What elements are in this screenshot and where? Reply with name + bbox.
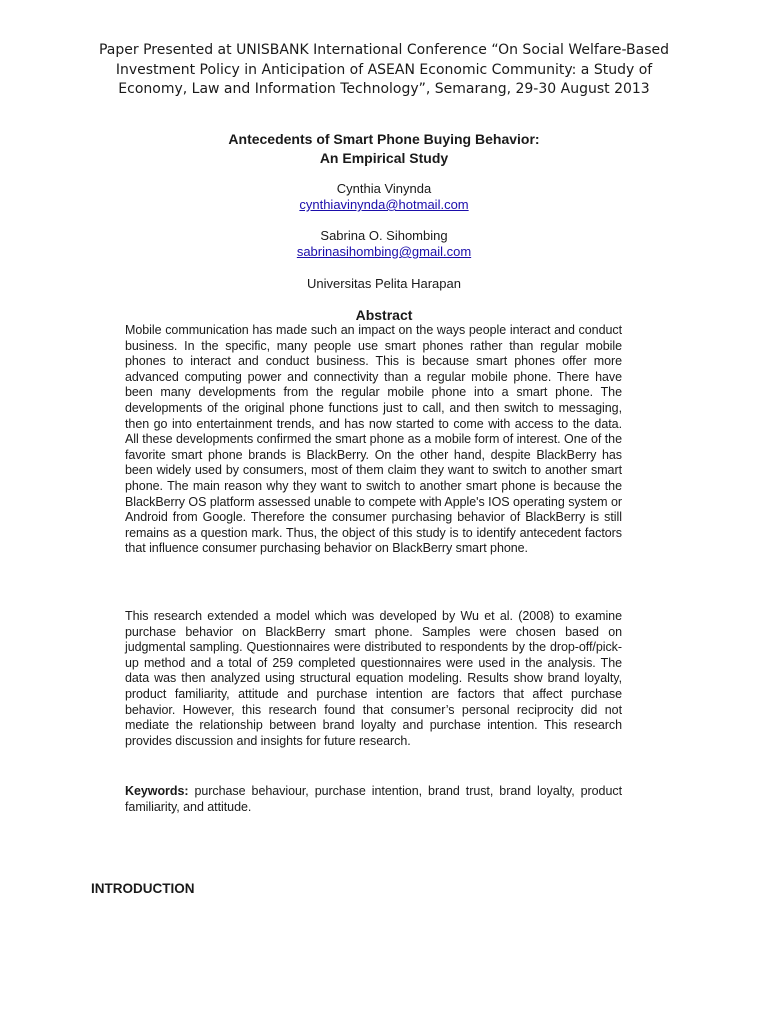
author-email-link-2[interactable]: sabrinasihombing@gmail.com xyxy=(296,244,472,259)
abstract-heading: Abstract xyxy=(355,307,413,323)
abstract-paragraph-2: This research extended a model which was developed by Wu et al. (2008) to examine purchase behavior on BlackBerry smart phone. Samples were chosen based on judgmental sampling. Questionnaires were distributed to respondents by the drop-off/pick-up method and a total of 259 completed questionnaires were used in the analysis. The data was then analyzed using structural equation modeling. Results show brand loyalty, product familiarity, attitude and purchase intention are factors that affect purchase behavior. However, this research found that consumer’s personal reciprocity did not mediate the relationship between brand loyalty and purchase intention. This research provides discussion and insights for future research. xyxy=(125,609,622,748)
keywords xyxy=(125,784,622,815)
keywords-text: purchase behaviour, purchase intention, brand trust, brand loyalty, product familiarity, and attitude. xyxy=(125,784,622,814)
keywords-label: Keywords: xyxy=(125,784,189,798)
author-name-1: Cynthia Vinynda xyxy=(336,181,432,196)
title-line-2: An Empirical Study xyxy=(319,150,449,166)
author-email-link-1[interactable]: cynthiavinynda@hotmail.com xyxy=(299,197,469,212)
abstract-paragraph-1: Mobile communication has made such an impact on the ways people interact and conduct business. In the specific, many people use smart phones rather than regular mobile phones to interact and conduct business. This is because smart phones offer more advanced computing power and connectivity than a regular mobile phone. There have been many developments from the regular mobile phone into a smart phone. The developments of the original phone functions just to call, and then switch to messaging, then go into entertainment trends, and has now started to come with access to the data. All these developments confirmed the smart phone as a mobile form of interest. One of the favorite smart phone brands is BlackBerry. On the other hand, despite BlackBerry has been widely used by consumers, most of them claim they want to switch to another smart phone. The main reason why they want to switch to another smart phone is because the BlackBerry OS platform assessed unable to compete with Apple's IOS operating system or Android from Google. Therefore the consumer purchasing behavior of BlackBerry is still remains as a question mark. Thus, the object of this study is to identify antecedent factors that influence consumer purchasing behavior on BlackBerry smart phone. xyxy=(125,323,622,556)
author-name-2: Sabrina O. Sihombing xyxy=(320,228,448,243)
section-heading-introduction: INTRODUCTION xyxy=(91,881,195,896)
affiliation: Universitas Pelita Harapan xyxy=(307,276,461,291)
conference-header: Paper Presented at UNISBANK International Conference “On Social Welfare-Based Investment Policy in Anticipation of ASEAN Economic Community: a Study of Economy, Law and Information Technology”, Semarang, 29-30 August 2013 xyxy=(98,42,670,97)
title-line-1: Antecedents of Smart Phone Buying Behavior: xyxy=(228,131,540,147)
paper-title xyxy=(100,130,668,168)
author-email-2 xyxy=(100,244,668,260)
author-email-1 xyxy=(100,197,668,213)
